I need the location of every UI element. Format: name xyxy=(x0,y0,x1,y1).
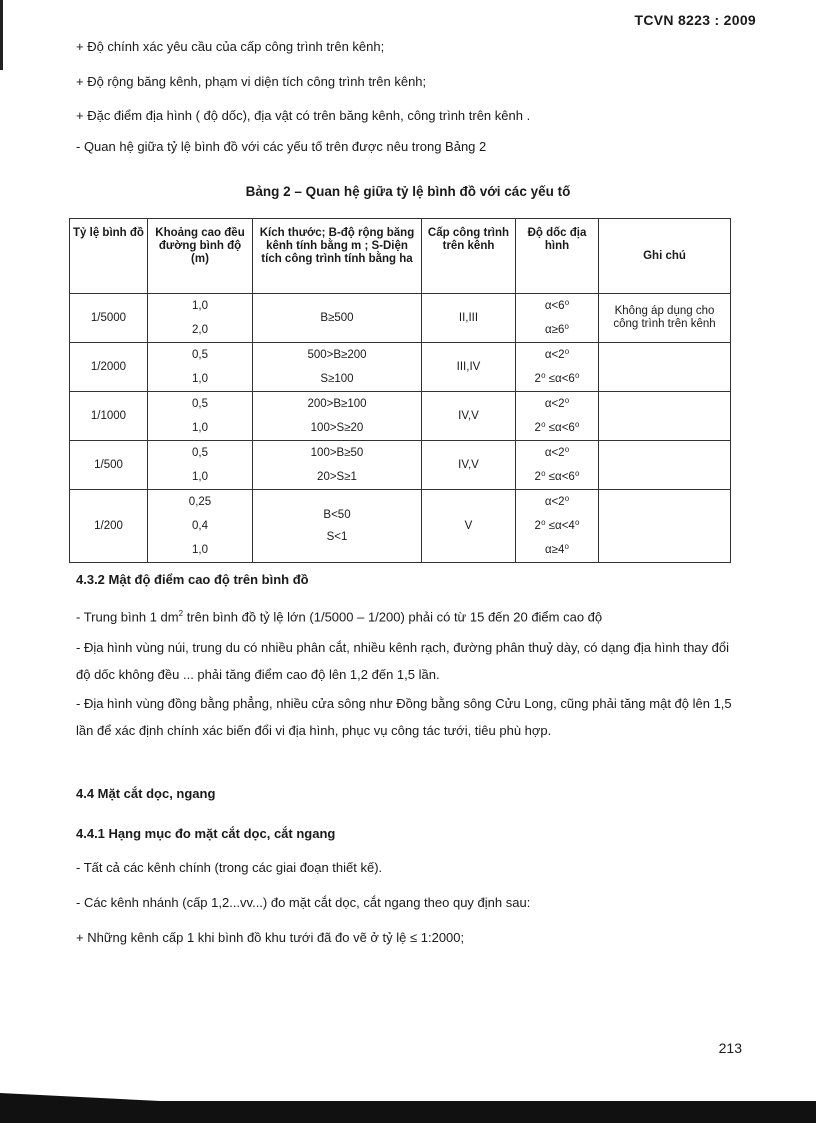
cell-value: 100>B≥50 xyxy=(310,447,364,459)
cell-value: 1,0 xyxy=(192,300,208,312)
cell-value: 20>S≥1 xyxy=(317,471,357,483)
heading-4-3-2: 4.3.2 Mật độ điểm cao độ trên bình đồ xyxy=(76,572,309,587)
cell-value: 0,5 xyxy=(192,447,208,459)
cell-value: α<2⁰ xyxy=(544,496,570,508)
paragraph-4-4-1-c: + Những kênh cấp 1 khi bình đồ khu tưới đã đo vẽ ở tỷ lệ ≤ 1:2000; xyxy=(76,930,465,945)
cell-contour xyxy=(148,392,253,441)
header-grade: Cấp công trình trên kênh xyxy=(422,219,516,294)
cell-size xyxy=(253,343,422,392)
cell-value: 0,25 xyxy=(188,496,212,508)
cell-value: 1,0 xyxy=(192,373,208,385)
cell-contour xyxy=(148,490,253,563)
cell-slope xyxy=(516,392,599,441)
cell-value: 0,5 xyxy=(192,398,208,410)
cell-scale: 1/1000 xyxy=(70,392,148,441)
cell-note xyxy=(599,343,731,392)
cell-grade: III,IV xyxy=(422,343,516,392)
cell-value: 2⁰ ≤α<6⁰ xyxy=(534,422,580,434)
paragraph-4-3-2-a xyxy=(76,600,742,630)
cell-value: α<6⁰ xyxy=(544,300,570,312)
text-run: - Trung bình 1 dm xyxy=(76,609,179,625)
cell-contour xyxy=(148,294,253,343)
table-row xyxy=(70,441,731,490)
cell-contour xyxy=(148,441,253,490)
cell-value: α≥6⁰ xyxy=(545,324,569,336)
intro-line-3: + Đặc điểm địa hình ( độ dốc), địa vật có trên băng kênh, công trình trên kênh . xyxy=(76,108,531,123)
cell-value: 2,0 xyxy=(192,324,208,336)
table-caption: Bảng 2 – Quan hệ giữa tỷ lệ bình đồ với các yếu tố xyxy=(245,184,571,199)
cell-note xyxy=(599,490,731,563)
cell-value: 1,0 xyxy=(192,471,208,483)
cell-size: B≥500 xyxy=(253,294,422,343)
cell-scale: 1/5000 xyxy=(70,294,148,343)
header-contour: Khoảng cao đều đường bình độ (m) xyxy=(148,219,253,294)
cell-grade: IV,V xyxy=(422,441,516,490)
cell-scale: 1/200 xyxy=(70,490,148,563)
cell-slope xyxy=(516,441,599,490)
cell-value: S≥100 xyxy=(320,373,354,385)
heading-4-4: 4.4 Mặt cắt dọc, ngang xyxy=(76,786,216,801)
paragraph-4-4-1-a: - Tất cả các kênh chính (trong các giai đoạn thiết kế). xyxy=(76,860,383,875)
cell-value: 100>S≥20 xyxy=(310,422,364,434)
cell-value: 2⁰ ≤α<4⁰ xyxy=(534,520,580,532)
cell-grade: V xyxy=(422,490,516,563)
intro-line-2: + Độ rộng băng kênh, phạm vi diện tích công trình trên kênh; xyxy=(76,74,427,89)
cell-note xyxy=(599,392,731,441)
cell-value: B<50 xyxy=(323,509,351,521)
header-slope: Độ dốc địa hình xyxy=(516,219,599,294)
cell-size xyxy=(253,392,422,441)
table-row xyxy=(70,392,731,441)
cell-value: α<2⁰ xyxy=(544,349,570,361)
paragraph-4-3-2-b: - Địa hình vùng núi, trung du có nhiều phân cắt, nhiều kênh rạch, đường phân thuỷ dày, có dạng địa hình thay đổi độ dốc không đều ... phải tăng điểm cao độ lên 1,2 đến 1,5 lần. xyxy=(76,640,729,682)
paragraph-4-3-2-c: - Địa hình vùng đồng bằng phẳng, nhiều cửa sông như Đồng bằng sông Cửu Long, cũng phải tăng mật độ lên 1,5 lần để xác định chính xác biến đổi vi địa hình, phục vụ công tác tưới, tiêu phù hợp. xyxy=(76,696,732,738)
cell-value: α<2⁰ xyxy=(544,398,570,410)
cell-size xyxy=(253,490,422,563)
intro-line-4: - Quan hệ giữa tỷ lệ bình đồ với các yếu tố trên được nêu trong Bảng 2 xyxy=(76,139,487,154)
page-number: 213 xyxy=(718,1040,742,1056)
heading-4-4-1: 4.4.1 Hạng mục đo mặt cắt dọc, cắt ngang xyxy=(76,826,336,841)
cell-slope xyxy=(516,490,599,563)
table-row xyxy=(70,343,731,392)
cell-size xyxy=(253,441,422,490)
scan-bottom-border xyxy=(0,1101,816,1123)
cell-value: 2⁰ ≤α<6⁰ xyxy=(534,471,580,483)
header-scale: Tỷ lệ bình đồ xyxy=(70,219,148,294)
cell-value: 200>B≥100 xyxy=(307,398,367,410)
cell-value: 0,5 xyxy=(192,349,208,361)
table-row xyxy=(70,490,731,563)
cell-contour xyxy=(148,343,253,392)
cell-value: 1,0 xyxy=(192,422,208,434)
header-size: Kích thước; B-độ rộng băng kênh tính bằng m ; S-Diện tích công trình tính bằng ha xyxy=(253,219,422,294)
cell-note xyxy=(599,441,731,490)
cell-note: Không áp dụng cho công trình trên kênh xyxy=(599,294,731,343)
paragraph-4-4-1-b: - Các kênh nhánh (cấp 1,2...vv...) đo mặt cắt dọc, cắt ngang theo quy định sau: xyxy=(76,895,531,910)
standard-code: TCVN 8223 : 2009 xyxy=(634,12,756,28)
superscript: 2 xyxy=(178,609,184,618)
cell-value: 0,4 xyxy=(192,520,208,532)
cell-slope xyxy=(516,294,599,343)
cell-value: 1,0 xyxy=(192,544,208,556)
cell-grade: IV,V xyxy=(422,392,516,441)
cell-slope xyxy=(516,343,599,392)
text-run: trên bình đồ tỷ lệ lớn (1/5000 – 1/200) phải có từ 15 đến 20 điểm cao độ xyxy=(183,609,603,625)
intro-line-1: + Độ chính xác yêu cầu của cấp công trình trên kênh; xyxy=(76,39,385,54)
header-note: Ghi chú xyxy=(599,219,731,294)
scan-shadow-edge xyxy=(0,1093,160,1101)
cell-value: α<2⁰ xyxy=(544,447,570,459)
cell-scale: 1/500 xyxy=(70,441,148,490)
table-2 xyxy=(69,218,731,563)
table-header-row xyxy=(70,219,731,294)
table-row xyxy=(70,294,731,343)
cell-grade: II,III xyxy=(422,294,516,343)
cell-scale: 1/2000 xyxy=(70,343,148,392)
scan-edge-mark xyxy=(0,0,3,70)
cell-value: 500>B≥200 xyxy=(307,349,367,361)
cell-value: 2⁰ ≤α<6⁰ xyxy=(534,373,580,385)
cell-value: S<1 xyxy=(326,531,348,543)
cell-value: α≥4⁰ xyxy=(545,544,569,556)
